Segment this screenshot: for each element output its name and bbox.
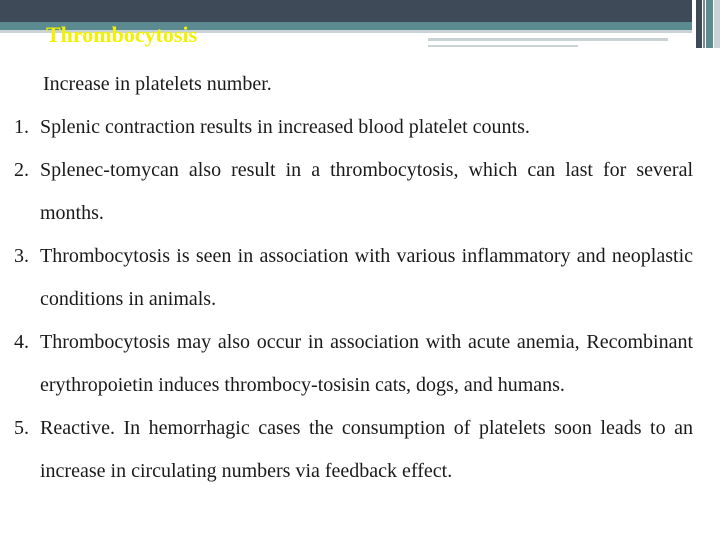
list-number: 3. [14,245,29,267]
list-text: Splenic contraction results in increased blood platelet counts. [40,116,530,138]
slide-title: Thrombocytosis [46,22,198,47]
side-bar-gap [703,0,705,48]
list-item [0,321,693,407]
list-number: 1. [14,116,29,138]
header-underline-short [428,45,578,47]
list-number: 5. [14,417,29,439]
intro-text: Increase in platelets number. [43,73,272,95]
list-text: Reactive. In hemorrhagic cases the consumption of platelets soon leads to an increase in circulating numbers via feedback effect. [40,417,693,482]
list-text: Thrombocytosis is seen in association with various inflammatory and neoplastic conditions in animals. [40,245,693,310]
side-bar-light [714,0,720,48]
header-band-dark [0,0,692,22]
list-text: Splenec-tomycan also result in a thrombocytosis, which can last for several months. [40,159,693,224]
header-underline-right [428,38,668,41]
list-item [0,106,693,149]
list-item [0,407,693,493]
list-number: 2. [14,159,29,181]
slide-body [0,63,693,493]
list-number: 4. [14,331,29,353]
side-bar-teal [706,0,713,48]
numbered-list [0,106,693,493]
side-bar-dark [696,0,702,48]
list-item [0,235,693,321]
list-item [0,149,693,235]
list-text: Thrombocytosis may also occur in association with acute anemia, Recombinant erythropoietin induces thrombocy-tosisin cats, dogs, and humans. [40,331,693,396]
